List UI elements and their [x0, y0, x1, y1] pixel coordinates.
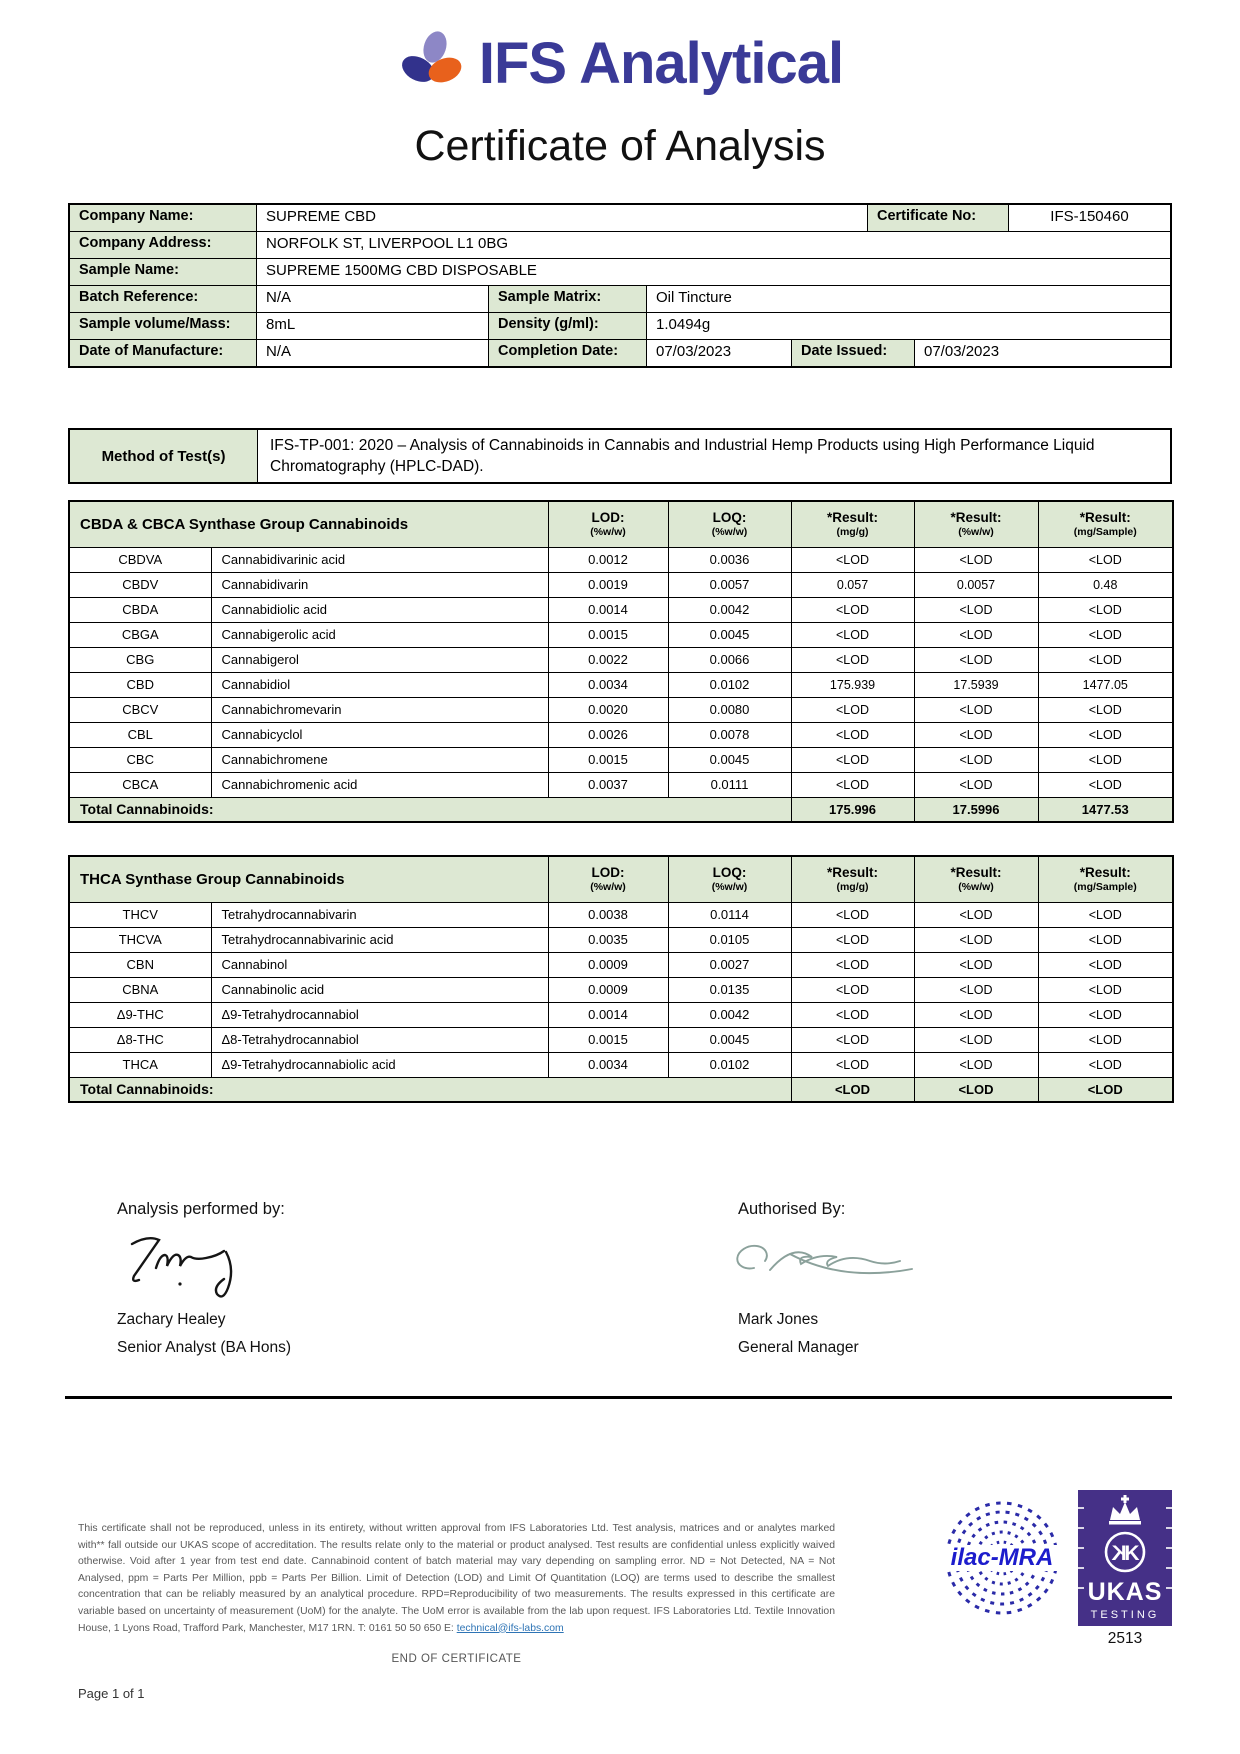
total-ww: 17.5996 [914, 797, 1038, 822]
analyte-cell: <LOD [791, 547, 914, 572]
analyte-row [69, 1027, 1173, 1052]
analyte-cell: 0.0012 [548, 547, 668, 572]
thca-results-table [68, 855, 1174, 1103]
analyte-cell: CBL [69, 722, 211, 747]
brand-header [0, 30, 1240, 97]
analyte-cell: <LOD [791, 622, 914, 647]
analyte-cell: <LOD [791, 647, 914, 672]
loq-header [668, 501, 791, 547]
footer-divider [65, 1396, 1172, 1399]
analyte-cell: 0.0038 [548, 902, 668, 927]
analyte-cell: 0.0015 [548, 1027, 668, 1052]
analyst-signature [118, 1228, 303, 1315]
analyte-cell: Cannabicyclol [211, 722, 548, 747]
analyte-cell: CBDV [69, 572, 211, 597]
analyte-cell: Tetrahydrocannabivarinic acid [211, 927, 548, 952]
analyte-cell: Cannabidivarin [211, 572, 548, 597]
result-sample-header [1038, 501, 1173, 547]
company-name-label: Company Name: [70, 205, 257, 231]
analyte-cell: 0.0037 [548, 772, 668, 797]
analyte-cell: 0.0020 [548, 697, 668, 722]
ukas-accreditation-number: 2513 [1107, 1630, 1143, 1647]
total-ww: <LOD [914, 1077, 1038, 1102]
header-unit: (mg/Sample) [1073, 525, 1137, 538]
header-unit: (mg/g) [836, 525, 869, 538]
analyte-row [69, 597, 1173, 622]
header-unit: (%w/w) [958, 525, 994, 538]
header-line: *Result: [826, 864, 878, 880]
authorised-by-heading: Authorised By: [738, 1200, 846, 1218]
sample-name-label: Sample Name: [70, 259, 257, 285]
analyte-cell: 0.0078 [668, 722, 791, 747]
analyte-cell: <LOD [914, 1027, 1038, 1052]
analyte-cell: 0.0066 [668, 647, 791, 672]
analysis-performed-by-heading: Analysis performed by: [117, 1200, 285, 1218]
header-unit: (mg/g) [836, 880, 869, 893]
analyte-cell: Cannabidivarinic acid [211, 547, 548, 572]
analyte-cell: 0.0034 [548, 1052, 668, 1077]
date-issued-value: 07/03/2023 [924, 343, 1000, 360]
analyte-cell: <LOD [1038, 1052, 1173, 1077]
contact-email-link[interactable]: technical@ifs-labs.com [456, 1622, 564, 1634]
analyte-cell: <LOD [914, 977, 1038, 1002]
analyte-cell: <LOD [1038, 722, 1173, 747]
analyte-cell: CBD [69, 672, 211, 697]
analyte-cell: 0.0102 [668, 1052, 791, 1077]
analyte-cell: 0.0009 [548, 977, 668, 1002]
analyte-cell: <LOD [1038, 622, 1173, 647]
analyte-cell: 0.0027 [668, 952, 791, 977]
header-line: LOD: [591, 509, 625, 525]
analyte-cell: 0.0045 [668, 622, 791, 647]
analyte-cell: Cannabidiol [211, 672, 548, 697]
analyte-cell: 0.0015 [548, 622, 668, 647]
total-label: Total Cannabinoids: [69, 1077, 791, 1102]
brand-name: IFS Analytical [478, 30, 844, 96]
total-row [69, 797, 1173, 822]
analyte-cell: 17.5939 [914, 672, 1038, 697]
manager-name: Mark Jones [738, 1311, 819, 1328]
analyte-cell: <LOD [1038, 772, 1173, 797]
analyte-cell: <LOD [914, 547, 1038, 572]
header-unit: (%w/w) [711, 880, 748, 893]
analyte-cell: <LOD [791, 597, 914, 622]
analyte-cell: <LOD [914, 772, 1038, 797]
header-unit: (%w/w) [711, 525, 748, 538]
total-row [69, 1077, 1173, 1102]
analyte-row [69, 547, 1173, 572]
analyte-cell: Tetrahydrocannabivarin [211, 902, 548, 927]
analyte-cell: Δ9-Tetrahydrocannabiolic acid [211, 1052, 548, 1077]
sample-matrix-value: Oil Tincture [656, 289, 732, 306]
analyte-cell: <LOD [1038, 547, 1173, 572]
analyte-cell: <LOD [914, 1052, 1038, 1077]
analyte-cell: <LOD [791, 927, 914, 952]
info-row-company [70, 205, 1170, 232]
header-line: *Result: [827, 509, 879, 525]
analyte-cell: 0.0114 [668, 902, 791, 927]
analyte-row [69, 747, 1173, 772]
cbda-cbca-results-table [68, 500, 1174, 823]
sample-matrix-label: Sample Matrix: [489, 286, 647, 312]
total-mgg: <LOD [791, 1077, 914, 1102]
lod-header [548, 856, 668, 902]
header-line: *Result: [1079, 509, 1131, 525]
analyte-cell: 0.0105 [668, 927, 791, 952]
analyte-cell: 0.0009 [548, 952, 668, 977]
page-number: Page 1 of 1 [78, 1686, 145, 1701]
analyte-cell: <LOD [791, 722, 914, 747]
manager-identity [738, 1306, 859, 1362]
analyte-row [69, 722, 1173, 747]
analyte-cell: Δ8-THC [69, 1027, 211, 1052]
analyte-cell: 0.0080 [668, 697, 791, 722]
analyte-cell: CBGA [69, 622, 211, 647]
table-title: CBDA & CBCA Synthase Group Cannabinoids [69, 501, 548, 547]
analyte-cell: <LOD [914, 597, 1038, 622]
document-title: Certificate of Analysis [414, 122, 826, 170]
analyte-cell: <LOD [791, 697, 914, 722]
analyte-cell: <LOD [791, 977, 914, 1002]
analyte-cell: <LOD [791, 1027, 914, 1052]
total-mgg: 175.996 [791, 797, 914, 822]
analyte-cell: Δ8-Tetrahydrocannabiol [211, 1027, 548, 1052]
batch-reference-value: N/A [257, 286, 489, 312]
analyte-cell: <LOD [791, 902, 914, 927]
analyte-cell: 0.0042 [668, 1002, 791, 1027]
analyte-row [69, 697, 1173, 722]
analyte-cell: <LOD [1038, 902, 1173, 927]
manager-signature [732, 1222, 967, 1315]
analyte-cell: <LOD [914, 697, 1038, 722]
ilac-mra-text: ilac-MRA [950, 1544, 1054, 1571]
analyte-cell: CBG [69, 647, 211, 672]
header-line: *Result: [950, 509, 1002, 525]
analyte-cell: Δ9-THC [69, 1002, 211, 1027]
info-row-dates [70, 340, 1170, 366]
analyte-cell: CBCV [69, 697, 211, 722]
company-address-value: NORFOLK ST, LIVERPOOL L1 0BG [266, 235, 509, 252]
analyte-cell: 0.0045 [668, 747, 791, 772]
method-label: Method of Test(s) [70, 430, 258, 482]
total-label: Total Cannabinoids: [69, 797, 791, 822]
result-mgg-header [791, 501, 914, 547]
analyte-cell: <LOD [1038, 1027, 1173, 1052]
analyte-cell: 0.0057 [914, 572, 1038, 597]
analyte-cell: <LOD [791, 1002, 914, 1027]
analyte-row [69, 622, 1173, 647]
ifs-trefoil-icon [397, 30, 467, 97]
analyte-cell: 0.0034 [548, 672, 668, 697]
analyte-cell: Cannabigerol [211, 647, 548, 672]
analyte-cell: Cannabichromenic acid [211, 772, 548, 797]
header-unit: (%w/w) [958, 880, 994, 893]
analyte-cell: CBNA [69, 977, 211, 1002]
analyte-row [69, 772, 1173, 797]
table-header-row [69, 501, 1173, 547]
analyte-cell: <LOD [1038, 952, 1173, 977]
analyte-cell: 0.057 [791, 572, 914, 597]
analyte-cell: Cannabinol [211, 952, 548, 977]
analyte-cell: CBC [69, 747, 211, 772]
analyte-cell: <LOD [791, 1052, 914, 1077]
total-sample: 1477.53 [1038, 797, 1173, 822]
disclaimer-text [78, 1521, 835, 1637]
ilac-mra-logo-icon [942, 1498, 1062, 1623]
analyte-cell: <LOD [914, 622, 1038, 647]
analyte-cell: <LOD [1038, 597, 1173, 622]
analyte-cell: 0.0019 [548, 572, 668, 597]
analyte-cell: <LOD [914, 927, 1038, 952]
analyte-row [69, 1052, 1173, 1077]
analyte-cell: <LOD [1038, 1002, 1173, 1027]
analyte-cell: CBN [69, 952, 211, 977]
analyte-cell: <LOD [791, 772, 914, 797]
company-name-value: SUPREME CBD [257, 205, 868, 231]
analyte-cell: 0.0026 [548, 722, 668, 747]
ukas-logo-icon [1078, 1490, 1172, 1631]
analyte-cell: 0.48 [1038, 572, 1173, 597]
analyte-cell: CBDVA [69, 547, 211, 572]
analyte-cell: Cannabinolic acid [211, 977, 548, 1002]
analyte-cell: THCV [69, 902, 211, 927]
analyte-cell: <LOD [914, 1002, 1038, 1027]
date-issued-label: Date Issued: [792, 340, 915, 366]
analyte-cell: CBDA [69, 597, 211, 622]
analyte-cell: 0.0045 [668, 1027, 791, 1052]
analyte-row [69, 902, 1173, 927]
result-ww-header [914, 501, 1038, 547]
result-ww-header [914, 856, 1038, 902]
svg-text:K: K [1111, 1542, 1127, 1565]
analyte-cell: Cannabidiolic acid [211, 597, 548, 622]
analyte-cell: 0.0111 [668, 772, 791, 797]
analyte-cell: <LOD [914, 722, 1038, 747]
density-label: Density (g/ml): [489, 313, 647, 339]
sample-volume-value: 8mL [257, 313, 489, 339]
analyte-cell: 175.939 [791, 672, 914, 697]
sample-volume-label: Sample volume/Mass: [70, 313, 257, 339]
info-row-sample-name [70, 259, 1170, 286]
analyte-cell: 0.0042 [668, 597, 791, 622]
analyst-role: Senior Analyst (BA Hons) [117, 1339, 292, 1356]
loq-header [668, 856, 791, 902]
analyte-cell: 1477.05 [1038, 672, 1173, 697]
header-unit: (%w/w) [590, 880, 626, 893]
analyte-cell: <LOD [1038, 647, 1173, 672]
analyte-cell: <LOD [1038, 977, 1173, 1002]
sample-info-table [68, 203, 1172, 368]
analyte-cell: 0.0014 [548, 597, 668, 622]
analyte-row [69, 647, 1173, 672]
analyte-cell: Cannabichromene [211, 747, 548, 772]
header-line: *Result: [950, 864, 1002, 880]
analyte-cell: 0.0135 [668, 977, 791, 1002]
analyte-row [69, 672, 1173, 697]
total-sample: <LOD [1038, 1077, 1173, 1102]
info-row-address [70, 232, 1170, 259]
analyte-cell: 0.0015 [548, 747, 668, 772]
analyte-cell: Δ9-Tetrahydrocannabiol [211, 1002, 548, 1027]
disclaimer-body: This certificate shall not be reproduced, unless in its entirety, without written approval from IFS Laboratories Ltd. Test analysis, matrices and or analytes marked with** fall outside our UKAS scope of accreditation. The results relate only to the material or product analysed. Test results are confidential unless explicitly waived otherwise. Void after 1 year from test end date. Cannabinoid content of batch material may vary depending on sampling error. ND = Not Detected, NA = Not Analysed, ppm = Parts Per Million, ppb = Parts Per Billion. Limit of Detection (LOD) and Limit Of Quantitation (LOQ) are terms used to describe the smallest concentration that can be reliably measured by an analytical procedure. RPD=Reproducibility of two measurements. The results expressed in this certificate are variable based on uncertainty of measurement (UoM) for the analyte. The UoM error is available from the lab upon request. IFS Laboratories Ltd. Textile Innovation House, 1 Lyons Road, Trafford Park, Manchester, M17 1RN. T: 0161 50 50 650 E: [78, 1523, 835, 1634]
header-line: *Result: [1079, 864, 1131, 880]
analyst-name: Zachary Healey [117, 1311, 226, 1328]
analyte-row [69, 952, 1173, 977]
analyte-cell: 0.0014 [548, 1002, 668, 1027]
table-title: THCA Synthase Group Cannabinoids [69, 856, 548, 902]
date-of-manufacture-value: N/A [257, 340, 489, 366]
company-address-label: Company Address: [70, 232, 257, 258]
sample-name-value: SUPREME 1500MG CBD DISPOSABLE [266, 262, 537, 279]
svg-text:K: K [1124, 1542, 1140, 1565]
analyte-row [69, 1002, 1173, 1027]
header-unit: (%w/w) [590, 525, 626, 538]
analyte-cell: Cannabigerolic acid [211, 622, 548, 647]
info-row-volume [70, 313, 1170, 340]
header-unit: (mg/Sample) [1073, 880, 1137, 893]
analyte-cell: <LOD [1038, 747, 1173, 772]
analyte-cell: 0.0022 [548, 647, 668, 672]
analyte-cell: Cannabichromevarin [211, 697, 548, 722]
analyte-row [69, 977, 1173, 1002]
result-sample-header [1038, 856, 1173, 902]
lod-header [548, 501, 668, 547]
completion-date-value: 07/03/2023 [647, 340, 792, 366]
density-value: 1.0494g [656, 316, 711, 333]
analyte-cell: <LOD [914, 747, 1038, 772]
analyte-cell: 0.0102 [668, 672, 791, 697]
analyte-cell: <LOD [1038, 697, 1173, 722]
certificate-no-label: Certificate No: [868, 205, 1009, 231]
date-of-manufacture-label: Date of Manufacture: [70, 340, 257, 366]
certificate-no-value: IFS-150460 [1050, 208, 1129, 225]
header-line: LOQ: [712, 509, 747, 525]
ukas-text: UKAS [1087, 1578, 1163, 1606]
method-of-test-section [68, 428, 1172, 484]
header-line: LOQ: [712, 864, 747, 880]
ukas-sub-text: TESTING [1090, 1609, 1160, 1621]
table-header-row [69, 856, 1173, 902]
analyte-cell: 0.0035 [548, 927, 668, 952]
analyte-row [69, 927, 1173, 952]
analyte-cell: <LOD [914, 952, 1038, 977]
analyte-row [69, 572, 1173, 597]
analyte-cell: 0.0036 [668, 547, 791, 572]
analyte-cell: CBCA [69, 772, 211, 797]
analyte-cell: <LOD [791, 952, 914, 977]
batch-reference-label: Batch Reference: [70, 286, 257, 312]
end-of-certificate-label: END OF CERTIFICATE [391, 1653, 522, 1665]
analyte-cell: <LOD [914, 647, 1038, 672]
analyte-cell: <LOD [791, 747, 914, 772]
analyte-cell: THCA [69, 1052, 211, 1077]
result-mgg-header [791, 856, 914, 902]
analyte-cell: <LOD [914, 902, 1038, 927]
analyte-cell: THCVA [69, 927, 211, 952]
completion-date-label: Completion Date: [489, 340, 647, 366]
method-value: IFS-TP-001: 2020 – Analysis of Cannabinoids in Cannabis and Industrial Hemp Products using High Performance Liquid Chromatography (HPLC-DAD). [270, 437, 1095, 475]
header-line: LOD: [591, 864, 625, 880]
manager-role: General Manager [738, 1339, 859, 1356]
analyst-identity [117, 1306, 291, 1362]
analyte-cell: <LOD [1038, 927, 1173, 952]
info-row-batch [70, 286, 1170, 313]
analyte-cell: 0.0057 [668, 572, 791, 597]
